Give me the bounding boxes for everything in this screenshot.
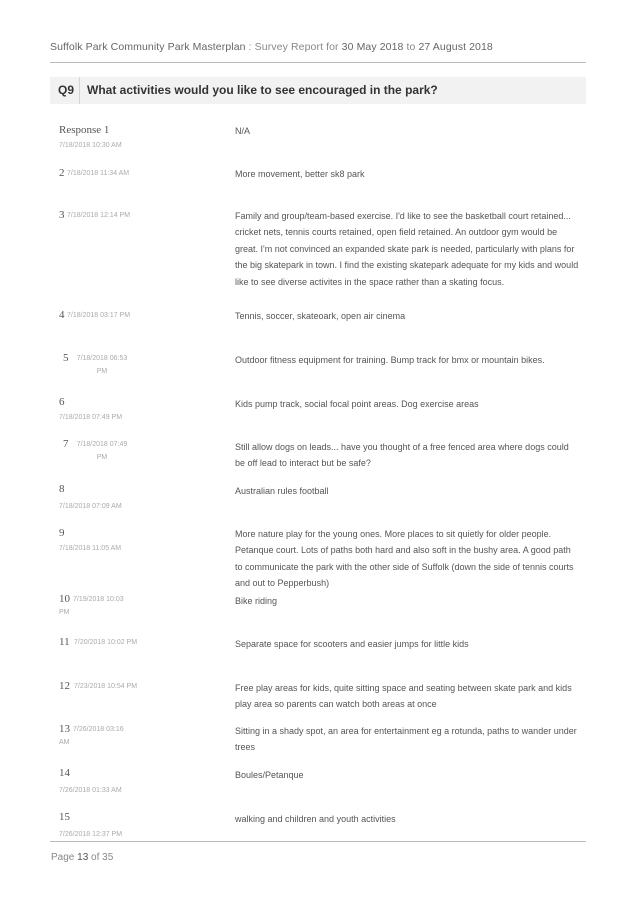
report-header (50, 41, 493, 53)
response-answer: Still allow dogs on leads... have you thought of a free fenced area where dogs could be off lead to interact but be safe? (235, 442, 569, 469)
response-id: 4 (59, 309, 65, 321)
response-id: 10 (59, 593, 70, 605)
response-id: 2 (59, 167, 65, 179)
response-id: 8 (59, 483, 65, 495)
response-answer: N/A (235, 126, 251, 136)
response-answer: Bike riding (235, 596, 278, 606)
response-answer: More nature play for the young ones. More places to sit quietly for older people. Petanque court. Lots of paths both hard and also soft in the bushy area. A good path to communicate the park with the other side of Suffolk (down the side of tennis courts and out to Pepperbush) (235, 529, 574, 589)
response-date: 7/23/2018 10:54 PM (74, 683, 138, 690)
response-id: Response 1 (59, 124, 110, 136)
header-separator: : (245, 41, 255, 53)
page-footer (51, 852, 113, 863)
report-end-date: 27 August 2018 (418, 41, 493, 53)
response-id: 11 (59, 636, 70, 648)
response-date: 7/18/2018 12:14 PM (67, 212, 131, 219)
response-id: 14 (59, 767, 70, 779)
response-date: 7/18/2018 11:34 AM (67, 170, 130, 177)
response-id: 5 (63, 352, 69, 364)
page-label: Page (51, 852, 78, 863)
response-answer: Boules/Petanque (235, 770, 304, 780)
response-id: 6 (59, 396, 65, 408)
response-id: 7 (63, 438, 69, 450)
response-date: 7/20/2018 10:02 PM (74, 639, 138, 646)
response-answer: Family and group/team-based exercise. I'd like to see the basketball court retained... cricket nets, tennis courts retained, open field retained. An outdoor gym would be great. I'm not convinced an expanded skate park is needed, particularly with plans for the big skatepark in town. I find the existing skatepark adequate for my kids and would like to see diverse activites in the space rather than a skating focus. (235, 211, 579, 287)
report-start-date: 30 May 2018 (341, 41, 404, 53)
report-title: Suffolk Park Community Park Masterplan (50, 41, 246, 53)
response-date: 7/18/2018 07:09 AM (59, 503, 122, 510)
question-separator (79, 77, 80, 104)
page-number: 13 (77, 852, 89, 863)
question-bar (50, 77, 586, 104)
question-text: What activities would you like to see encouraged in the park? (87, 83, 438, 97)
response-date: 7/18/2018 03:17 PM (67, 312, 131, 319)
response-answer: walking and children and youth activities (235, 814, 396, 824)
response-id: 13 (59, 723, 70, 735)
response-answer: Kids pump track, social focal point areas. Dog exercise areas (235, 399, 479, 409)
response-date: 7/18/2018 10:30 AM (59, 142, 122, 149)
header-divider (50, 62, 586, 63)
response-date: 7/26/2018 12:37 PM (59, 831, 123, 838)
response-id: 3 (59, 209, 65, 221)
response-answer: More movement, better sk8 park (235, 169, 365, 179)
page-of-label: of (88, 852, 103, 863)
response-date: 7/18/2018 11:05 AM (59, 545, 122, 552)
response-answer: Australian rules football (235, 486, 329, 496)
response-date: 7/18/2018 07:49 PM (76, 441, 128, 461)
response-answer: Free play areas for kids, quite sitting space and seating between skate park and kids play area so parents can watch both areas at once (235, 683, 572, 710)
response-date: 7/18/2018 07:49 PM (59, 414, 123, 421)
response-date: 7/26/2018 01:33 AM (59, 787, 122, 794)
footer-divider (50, 841, 586, 842)
report-prefix: Survey Report for (254, 41, 342, 53)
response-answer: Outdoor fitness equipment for training. Bump track for bmx or mountain bikes. (235, 355, 545, 365)
response-answer: Sitting in a shady spot, an area for entertainment eg a rotunda, paths to wander under trees (235, 726, 577, 753)
page-total: 35 (102, 852, 114, 863)
response-id: 12 (59, 680, 70, 692)
response-id: 9 (59, 527, 65, 539)
response-date: 7/26/2018 03:16 AM (59, 726, 124, 746)
response-date: 7/19/2018 10:03 PM (59, 596, 124, 616)
question-number: Q9 (58, 83, 75, 97)
date-to: to (403, 41, 419, 53)
response-answer: Tennis, soccer, skateoark, open air cinema (235, 311, 406, 321)
response-answer: Separate space for scooters and easier jumps for little kids (235, 639, 469, 649)
response-date: 7/18/2018 06:53 PM (76, 355, 128, 375)
response-id: 15 (59, 811, 70, 823)
